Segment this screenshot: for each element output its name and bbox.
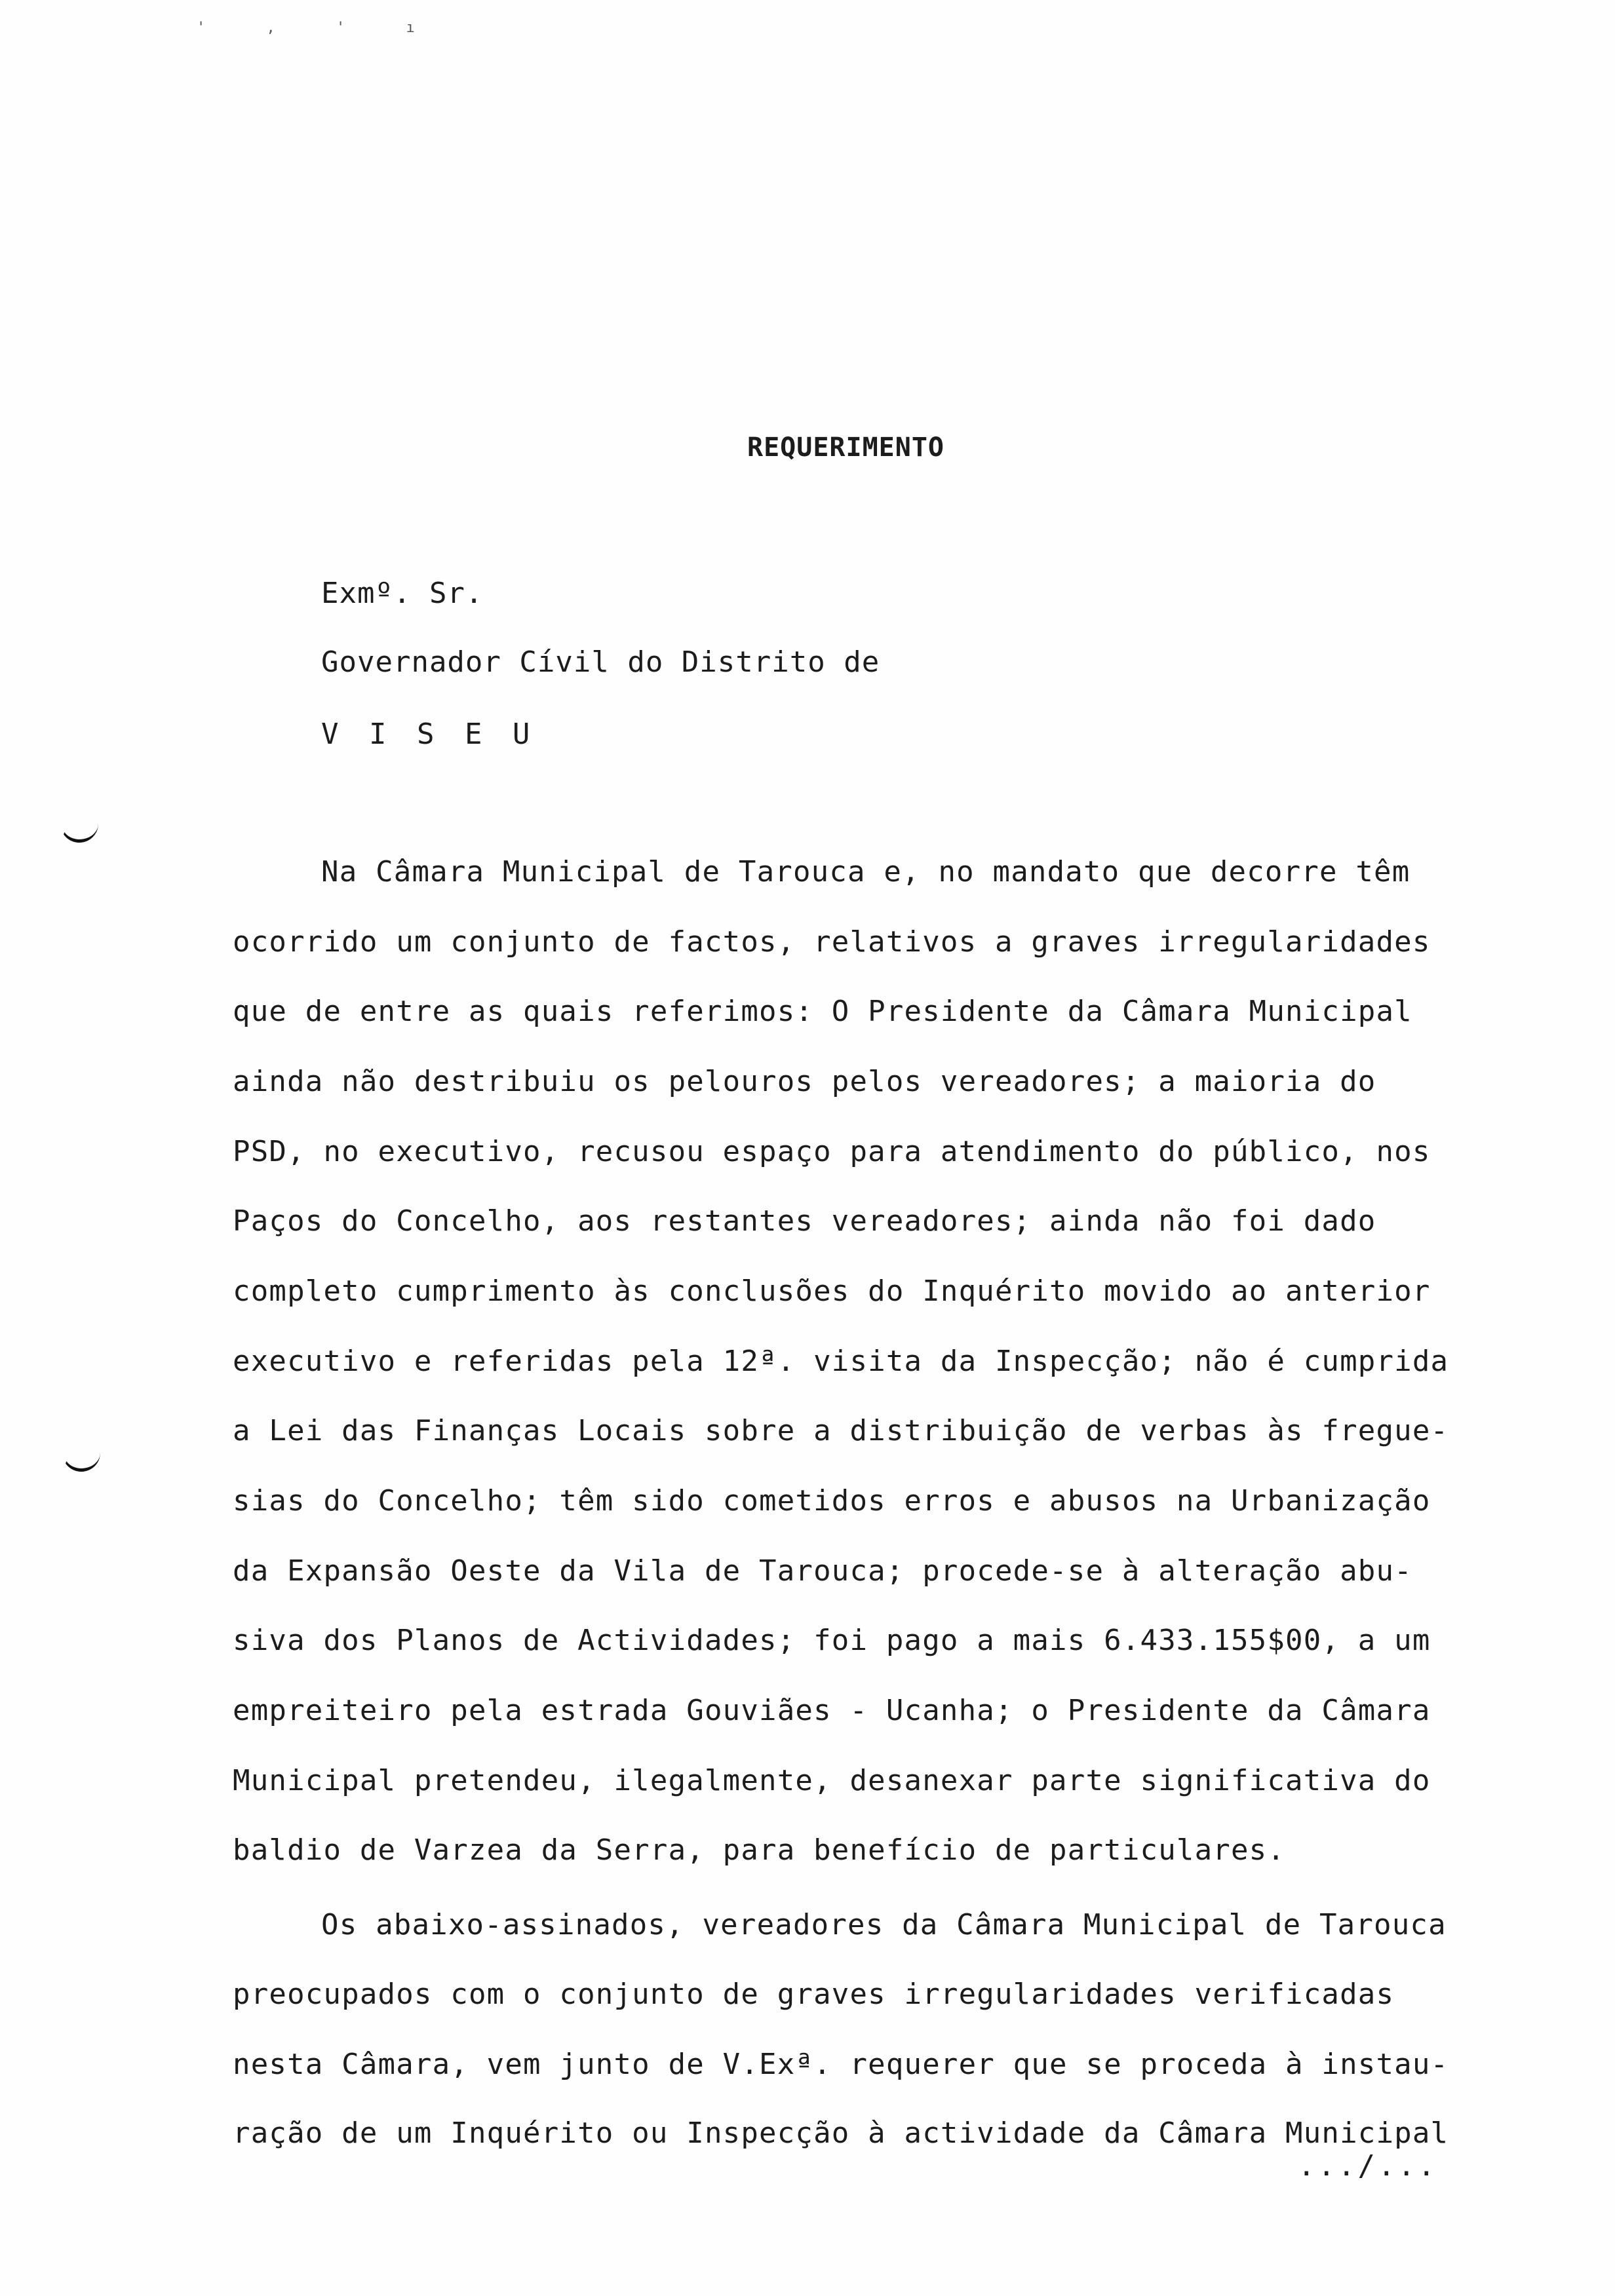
paragraph1-line: Paços do Concelho, aos restantes vereadores; ainda não foi dado [233,1204,1376,1238]
paragraph1-line: executivo e referidas pela 12ª. visita da Inspecção; não é cumprida [233,1345,1449,1378]
paragraph1-line: siva dos Planos de Actividades; foi pago a mais 6.433.155$00, a um [233,1624,1431,1657]
punch-hole-mark [62,1451,100,1472]
paragraph2-line: nesta Câmara, vem junto de V.Exª. requerer que se proceda à instau- [233,2048,1449,2081]
paragraph1-line: sias do Concelho; têm sido cometidos erros e abusos na Urbanização [233,1484,1431,1518]
document-title: REQUERIMENTO [747,432,944,463]
paragraph1-line: ocorrido um conjunto de factos, relativos a graves irregularidades [233,925,1431,959]
punch-hole-mark [60,822,98,843]
address-recipient: Governador Cívil do Distrito de [321,645,880,679]
paragraph1-line: da Expansão Oeste da Vila de Tarouca; procede-se à alteração abu- [233,1554,1412,1588]
address-salutation: Exmº. Sr. [321,577,484,610]
paragraph2-line: Os abaixo-assinados, vereadores da Câmara Municipal de Tarouca [321,1908,1447,1942]
paragraph1-line: Na Câmara Municipal de Tarouca e, no mandato que decorre têm [321,855,1411,889]
continuation-marker: .../... [1298,2149,1438,2183]
paragraph1-line: a Lei das Finanças Locais sobre a distribuição de verbas às fregue- [233,1414,1449,1447]
paragraph1-line: empreiteiro pela estrada Gouviães - Ucanha; o Presidente da Câmara [233,1694,1431,1727]
paragraph1-line: Municipal pretendeu, ilegalmente, desanexar parte significativa do [233,1764,1431,1797]
scan-marks: ' , ' ı [197,20,441,36]
address-city: V I S E U [321,718,537,751]
paragraph1-line: baldio de Varzea da Serra, para benefício de particulares. [233,1833,1286,1867]
paragraph2-line: preocupados com o conjunto de graves irregularidades verificadas [233,1978,1395,2011]
paragraph1-line: completo cumprimento às conclusões do Inquérito movido ao anterior [233,1274,1431,1308]
paragraph2-line: ração de um Inquérito ou Inspecção à actividade da Câmara Municipal [233,2116,1449,2150]
paragraph1-line: PSD, no executivo, recusou espaço para atendimento do público, nos [233,1135,1431,1168]
paragraph1-line: que de entre as quais referimos: O Presidente da Câmara Municipal [233,995,1412,1028]
paragraph1-line: ainda não destribuiu os pelouros pelos vereadores; a maioria do [233,1065,1376,1098]
